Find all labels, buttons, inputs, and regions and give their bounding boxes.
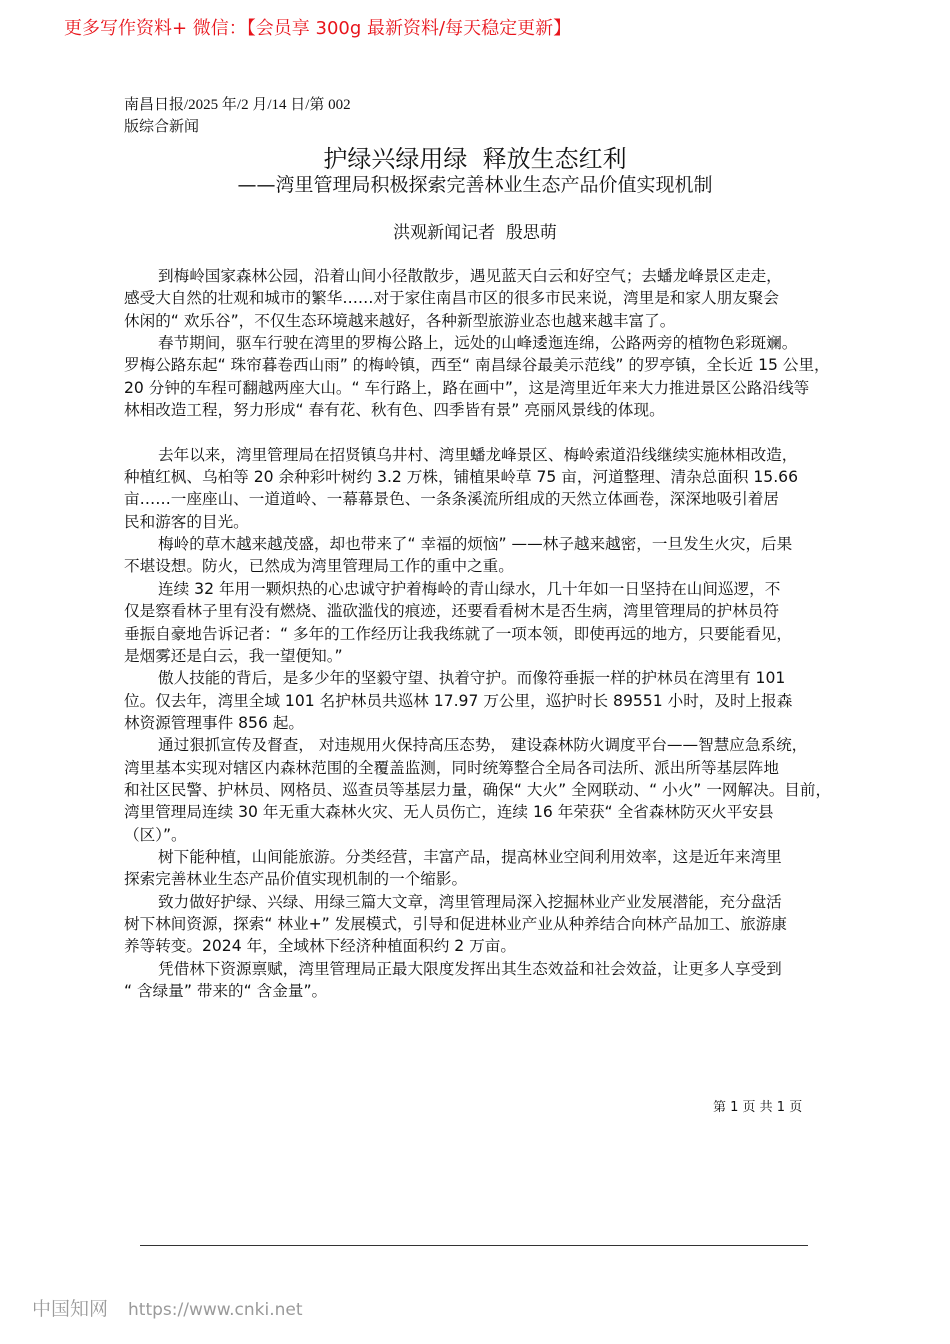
paragraph-line: 罗梅公路东起“ 珠帘暮卷西山雨” 的梅岭镇，西至“ 南昌绿谷最美示范线” 的罗亭镇，全长近 15 公里， [124,356,830,375]
paragraph [124,265,844,332]
watermark-url: https://www.cnki.net [128,1300,303,1320]
paragraph-line: 致力做好护绿、兴绿、用绿三篇大文章，湾里管理局深入挖掘林业产业发展潜能，充分盘活 [158,892,782,911]
paragraph-line: 林相改造工程，努力形成“ 春有花、秋有色、四季皆有景” 亮丽风景线的体现。 [124,401,665,420]
paragraph-line: 是烟雾还是白云，我一望便知。” [124,646,343,665]
paragraph [124,667,844,734]
paragraph-line: 和社区民警、护林员、网格员、巡查员等基层力量，确保“ 大火” 全网联动、“ 小火” 一网解决。目前， [124,780,832,799]
paragraph-line: 垂振自豪地告诉记者：“ 多年的工作经历让我我练就了一项本领，即使再远的地方，只要能看见， [124,624,792,643]
paragraph-line: 连续 32 年用一颗炽热的心忠诚守护着梅岭的青山绿水，几十年如一日坚持在山间巡逻，不 [158,579,781,598]
paragraph-line: 探索完善林业生态产品价值实现机制的一个缩影。 [124,870,468,889]
paragraph [124,332,844,444]
paragraph-line: 去年以来，湾里管理局在招贤镇乌井村、湾里蟠龙峰景区、梅岭索道沿线继续实施林相改造， [158,445,798,464]
paragraph-line: 傲人技能的背后，是多少年的坚毅守望、执着守护。而像符垂振一样的护林员在湾里有 101 [158,669,786,688]
paragraph-line: 民和游客的目光。 [124,512,249,531]
article-body [124,265,844,1002]
paragraph-line: 湾里基本实现对辖区内森林范围的全覆盖监测，同时统筹整合全局各司法所、派出所等基层阵地 [124,758,779,777]
paragraph-line: 感受大自然的壮观和城市的繁华……对于家住南昌市区的很多市民来说，湾里是和家人朋友聚会 [124,289,779,308]
paragraph-line: 种植红枫、乌桕等 20 余种彩叶树约 3.2 万株，铺植果岭草 75 亩，河道整理、清杂总面积 15.66 [124,468,799,487]
paragraph-line: 20 分钟的车程可翻越两座大山。“ 车行路上，路在画中”，这是湾里近年来大力推进景区公路沿线等 [124,378,810,397]
source-line-1: 南昌日报/2025 年/2 月/14 日/第 002 [124,97,351,113]
paragraph-line: 到梅岭国家森林公园，沿着山间小径散散步，遇见蓝天白云和好空气；去蟠龙峰景区走走， [158,267,782,285]
paragraph-line: 树下林间资源，探索“ 林业+” 发展模式，引导和促进林业产业从种养结合向林产品加工、旅游康 [124,914,787,933]
paragraph-line: 通过狠抓宣传及督查， 对违规用火保持高压态势， 建设森林防火调度平台——智慧应急系统， [158,736,808,755]
paragraph [124,846,844,891]
page-indicator: 第 1 页 共 1 页 [713,1100,803,1115]
paragraph-line: 位。仅去年，湾里全域 101 名护林员共巡林 17.97 万公里，巡护时长 89551 小时，及时上报森 [124,691,793,710]
paragraph-line: 亩……一座座山、一道道岭、一幕幕景色、一条条溪流所组成的天然立体画卷，深深地吸引着居 [124,490,779,509]
paragraph-line: “ 含绿量” 带来的“ 含金量”。 [124,982,328,1000]
paragraph-line: 凭借林下资源禀赋，湾里管理局正最大限度发挥出其生态效益和社会效益，让更多人享受到 [158,959,782,978]
article-title: 护绿兴绿用绿 释放生态红利 [323,145,627,173]
paragraph-line [124,421,844,443]
byline: 洪观新闻记者 殷思萌 [393,223,557,243]
paragraph [124,891,844,958]
paragraph [124,533,844,578]
footer-divider [140,1245,808,1246]
promo-banner: 更多写作资料+ 微信：【会员享 300g 最新资料/每天稳定更新】 [64,18,572,39]
paragraph-line: 不堪设想。防火，已然成为湾里管理局工作的重中之重。 [124,557,514,576]
paragraph-line: 休闲的“ 欢乐谷”，不仅生态环境越来越好，各种新型旅游业态也越来越丰富了。 [124,311,676,330]
paragraph-line: 春节期间，驱车行驶在湾里的罗梅公路上，远处的山峰逶迤连绵，公路两旁的植物色彩斑斓。 [158,334,798,353]
watermark-brand: 中国知网 [32,1298,109,1320]
paragraph [124,958,844,1003]
paragraph [124,444,844,533]
paragraph-line: 仅是察看林子里有没有燃烧、滥砍滥伐的痕迹，还要看看树木是否生病，湾里管理局的护林员符 [124,602,779,621]
paragraph-line: 养等转变。2024 年，全域林下经济种植面积约 2 万亩。 [124,937,516,956]
source-line-2: 版综合新闻 [124,119,200,135]
paragraph-line: 树下能种植，山间能旅游。分类经营，丰富产品，提高林业空间利用效率，这是近年来湾里 [158,847,782,866]
paragraph [124,578,844,667]
paragraph-line: 林资源管理事件 856 起。 [124,713,305,732]
article-subtitle: ——湾里管理局积极探索完善林业生态产品价值实现机制 [237,174,713,196]
cnki-watermark [32,1294,303,1321]
source-info [124,94,351,138]
paragraph-line: 梅岭的草木越来越茂盛，却也带来了“ 幸福的烦恼” ——林子越来越密，一旦发生火灾，后果 [158,535,793,554]
paragraph [124,734,844,846]
paragraph-line: 湾里管理局连续 30 年无重大森林火灾、无人员伤亡，连续 16 年荣获“ 全省森林防灭火平安县 [124,803,774,822]
paragraph-line: （区）”。 [124,825,187,844]
